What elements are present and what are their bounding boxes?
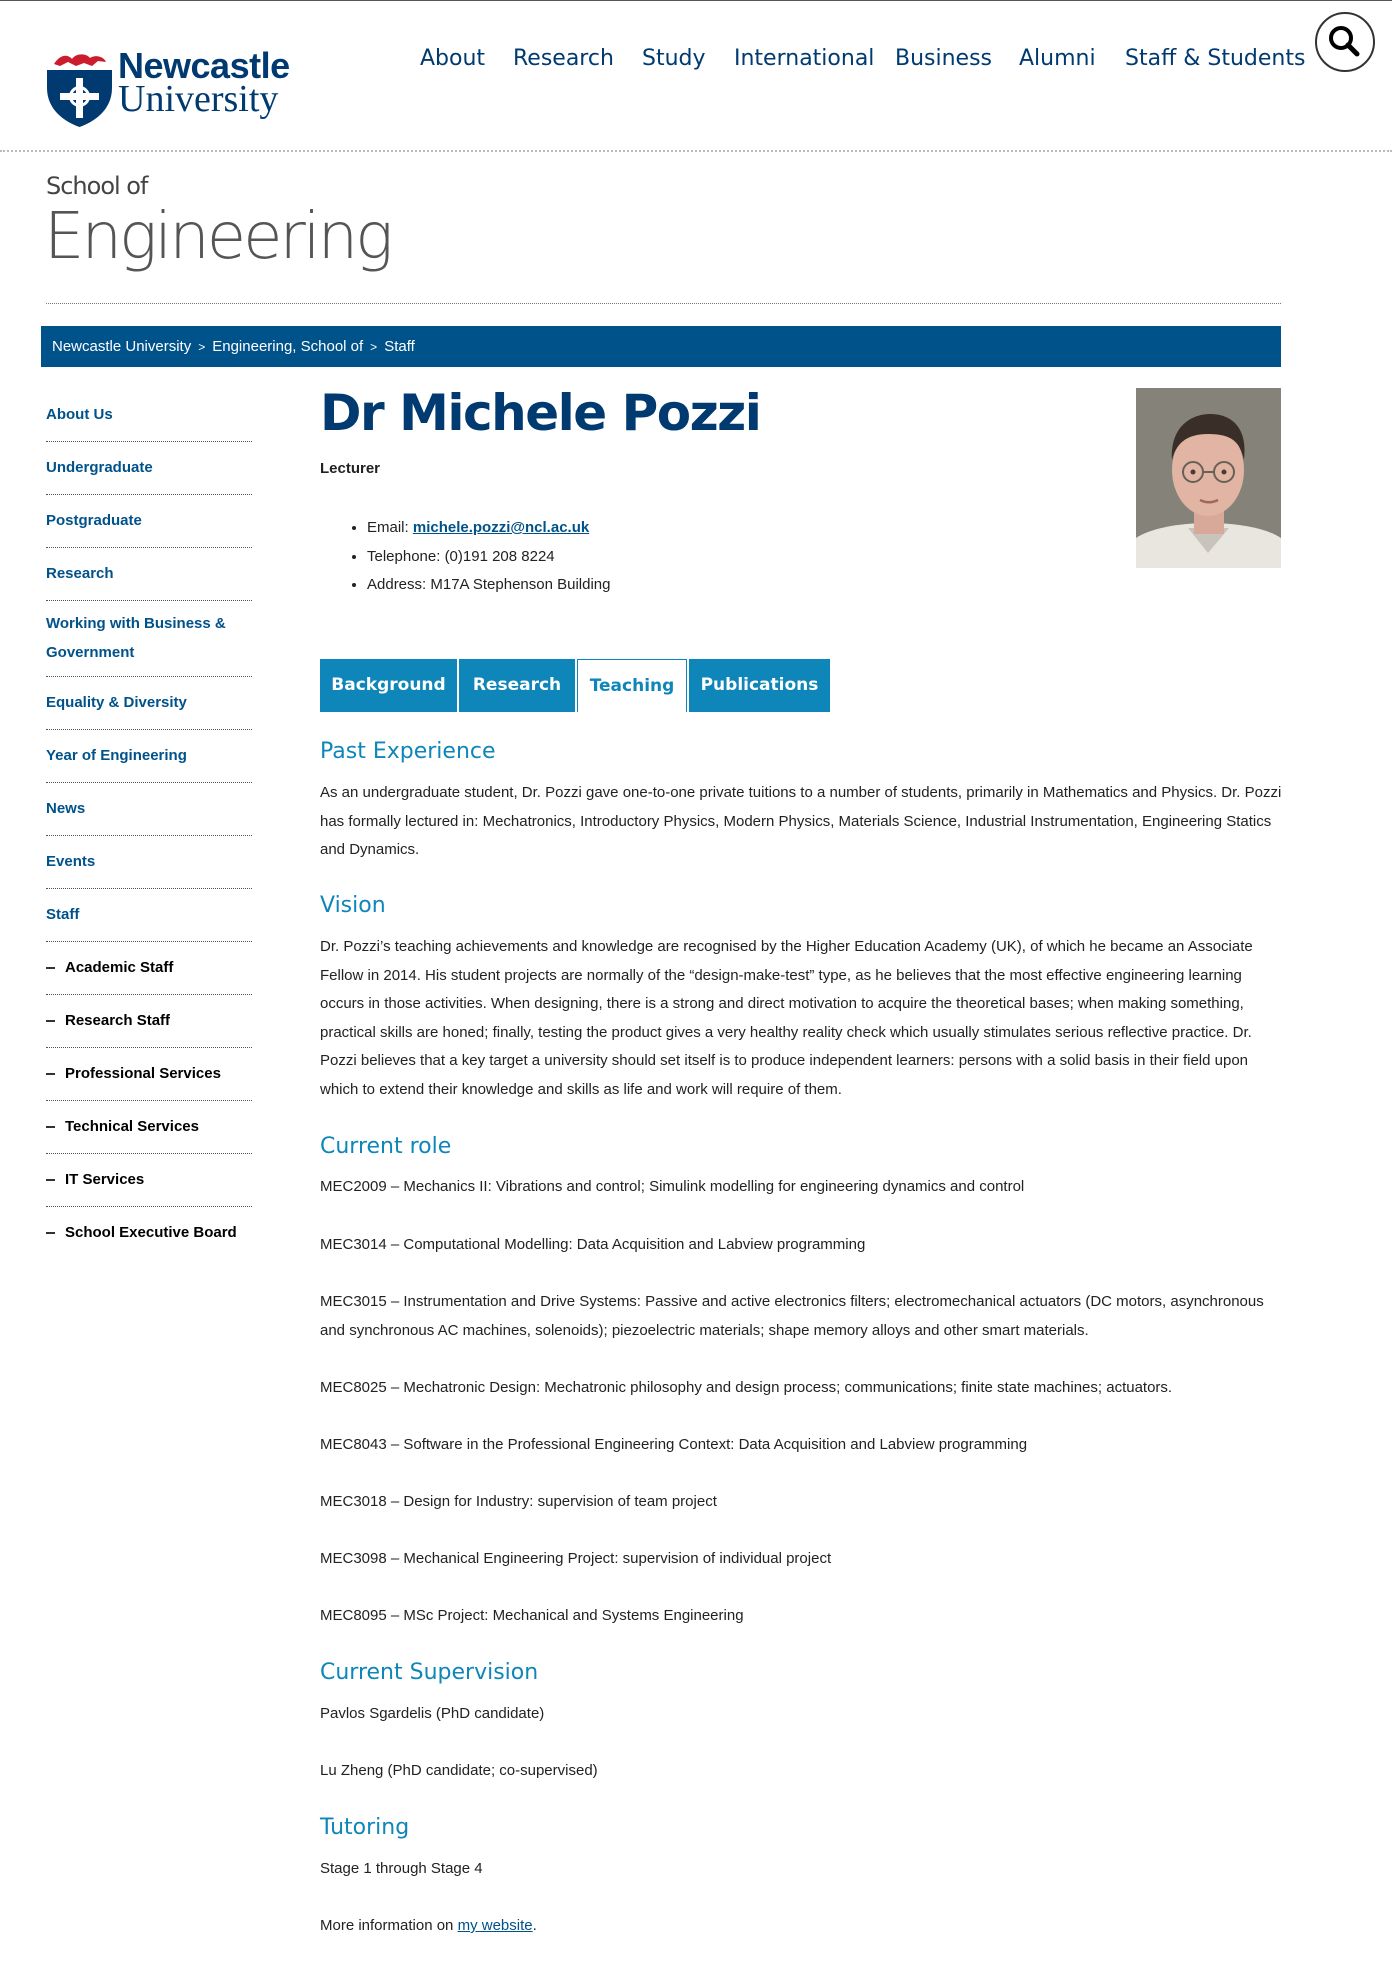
module-item: MEC8025 – Mechatronic Design: Mechatronic philosophy and design process; communications; finite state machines; actuators. bbox=[320, 1379, 1173, 1396]
university-crest-icon bbox=[46, 48, 113, 128]
breadcrumb-home[interactable]: Newcastle University bbox=[52, 338, 192, 355]
sidebar-item-business-government[interactable]: Working with Business & Government bbox=[46, 601, 252, 677]
sidebar-subitem-label: Research Staff bbox=[65, 1012, 171, 1029]
sidebar-item-undergraduate[interactable]: Undergraduate bbox=[46, 442, 252, 495]
sidebar-item-events[interactable]: Events bbox=[46, 836, 252, 889]
module-item: MEC3014 – Computational Modelling: Data Acquisition and Labview programming bbox=[320, 1236, 866, 1253]
sidebar-subitem-label: Academic Staff bbox=[65, 959, 174, 976]
more-info-text bbox=[320, 1912, 1285, 1941]
dash-icon bbox=[46, 1232, 55, 1234]
supervision-item: Lu Zheng (PhD candidate; co-supervised) bbox=[320, 1762, 598, 1779]
email-label: Email: bbox=[367, 519, 409, 536]
nav-business[interactable]: Business bbox=[895, 46, 993, 71]
nav-research[interactable]: Research bbox=[513, 46, 614, 71]
dash-icon bbox=[46, 1073, 55, 1075]
search-icon bbox=[1317, 14, 1373, 70]
website-link[interactable]: my website bbox=[457, 1917, 533, 1934]
breadcrumb-school[interactable]: Engineering, School of bbox=[212, 338, 364, 355]
tab-background[interactable]: Background bbox=[320, 659, 457, 712]
brand-line-1: Newcastle bbox=[118, 45, 290, 86]
sidebar-subitem-it-services[interactable] bbox=[46, 1154, 252, 1207]
school-title[interactable]: Engineering bbox=[44, 200, 391, 274]
staff-role: Lecturer bbox=[320, 460, 381, 477]
sidebar-subitem-label: School Executive Board bbox=[65, 1224, 237, 1241]
past-experience-heading: Past Experience bbox=[320, 739, 496, 764]
nav-study[interactable]: Study bbox=[642, 46, 706, 71]
brand-line-2: University bbox=[118, 78, 279, 120]
nav-international[interactable]: International bbox=[734, 46, 875, 71]
search-button[interactable] bbox=[1315, 12, 1375, 72]
tab-publications[interactable]: Publications bbox=[689, 659, 830, 712]
university-logo[interactable] bbox=[46, 45, 291, 128]
contact-list bbox=[345, 514, 611, 600]
sidebar-subitem-executive-board[interactable] bbox=[46, 1207, 252, 1259]
more-info-suffix: . bbox=[532, 1917, 537, 1934]
tab-teaching[interactable]: Teaching bbox=[577, 659, 687, 712]
sidebar-item-about-us[interactable]: About Us bbox=[46, 389, 252, 442]
sidebar-subitem-technical-services[interactable] bbox=[46, 1101, 252, 1154]
sidebar-subitem-academic-staff[interactable] bbox=[46, 942, 252, 995]
sidebar-item-postgraduate[interactable]: Postgraduate bbox=[46, 495, 252, 548]
tutoring-text: Stage 1 through Stage 4 bbox=[320, 1860, 483, 1877]
module-item: MEC3098 – Mechanical Engineering Project: supervision of individual project bbox=[320, 1550, 832, 1567]
header-divider bbox=[0, 150, 1392, 152]
profile-photo bbox=[1136, 388, 1281, 568]
contact-email bbox=[367, 514, 611, 543]
vision-text: Dr. Pozzi’s teaching achievements and knowledge are recognised by the Higher Education Academy (UK), of which he became an Associate Fellow in 2014. His student projects are normally of the “design-make-test” type, as he believes that the most effective engineering learning occurs in those activities. When designing, there is a strong and direct motivation to acquire the theoretical bases; when making something, practical skills are honed; finally, testing the product gives a very healthy reality check which usually stimulates serious reflective practice. Dr. Pozzi believes that a key target a university should set itself is to produce independent learners: persons with a solid basis in their field upon which to extend their knowledge and skills as life and work will require of them. bbox=[320, 938, 1253, 1098]
title-divider bbox=[46, 303, 1281, 304]
contact-address: • Address: M17A Stephenson Building bbox=[367, 571, 611, 600]
sidebar-subitem-label: IT Services bbox=[65, 1171, 145, 1188]
sidebar-subitem-label: Technical Services bbox=[65, 1118, 199, 1135]
module-item: MEC8043 – Software in the Professional Engineering Context: Data Acquisition and Labview programming bbox=[320, 1436, 1028, 1453]
sidebar-subitem-label: Professional Services bbox=[65, 1065, 221, 1082]
module-item: MEC3015 – Instrumentation and Drive Systems: Passive and active electronics filters; electromechanical actuators (DC motors, asynchronous and synchronous AC machines, solenoids); piezoelectric materials; shape memory alloys and other smart materials. bbox=[320, 1293, 1264, 1339]
nav-staff-students[interactable]: Staff & Students bbox=[1125, 46, 1306, 71]
dash-icon bbox=[46, 1020, 55, 1022]
breadcrumb-staff[interactable]: Staff bbox=[384, 338, 415, 355]
supervision-item: Pavlos Sgardelis (PhD candidate) bbox=[320, 1705, 545, 1722]
tab-research[interactable]: Research bbox=[459, 659, 575, 712]
dash-icon bbox=[46, 1126, 55, 1128]
past-experience-text: As an undergraduate student, Dr. Pozzi gave one-to-one private tuitions to a number of students, primarily in Mathematics and Physics. Dr. Pozzi has formally lectured in: Mechatronics, Introductory Physics, Modern Physics, Materials Science, Industrial Instrumentation, Engineering Statics and Dynamics. bbox=[320, 784, 1282, 859]
sidebar-item-equality-diversity[interactable]: Equality & Diversity bbox=[46, 677, 252, 730]
email-link[interactable]: michele.pozzi@ncl.ac.uk bbox=[412, 519, 590, 536]
nav-alumni[interactable]: Alumni bbox=[1019, 46, 1096, 71]
sidebar-nav bbox=[46, 389, 252, 1259]
page-title: Dr Michele Pozzi bbox=[320, 384, 761, 442]
sidebar-item-year-of-engineering[interactable]: Year of Engineering bbox=[46, 730, 252, 783]
current-supervision-heading: Current Supervision bbox=[320, 1660, 539, 1685]
dash-icon bbox=[46, 1179, 55, 1181]
portrait-image bbox=[1136, 388, 1281, 568]
chevron-right-icon: > bbox=[198, 340, 206, 354]
more-info-prefix: More information on bbox=[320, 1917, 458, 1934]
sidebar-subitem-research-staff[interactable] bbox=[46, 995, 252, 1048]
module-item: MEC8095 – MSc Project: Mechanical and Systems Engineering bbox=[320, 1607, 744, 1624]
sidebar-item-staff[interactable]: Staff bbox=[46, 889, 252, 942]
sidebar-subitem-professional-services[interactable] bbox=[46, 1048, 252, 1101]
dash-icon bbox=[46, 967, 55, 969]
breadcrumb bbox=[41, 326, 1281, 367]
tutoring-heading: Tutoring bbox=[320, 1815, 410, 1840]
sidebar-item-research[interactable]: Research bbox=[46, 548, 252, 601]
contact-telephone: • Telephone: (0)191 208 8224 bbox=[367, 543, 611, 572]
vision-heading: Vision bbox=[320, 893, 386, 918]
module-item: MEC3018 – Design for Industry: supervision of team project bbox=[320, 1493, 717, 1510]
school-prefix: School of bbox=[46, 172, 148, 200]
module-item: MEC2009 – Mechanics II: Vibrations and control; Simulink modelling for engineering dynamics and control bbox=[320, 1178, 1025, 1195]
sidebar-item-news[interactable]: News bbox=[46, 783, 252, 836]
chevron-right-icon: > bbox=[370, 340, 378, 354]
current-role-heading: Current role bbox=[320, 1134, 452, 1159]
nav-about[interactable]: About bbox=[420, 46, 486, 71]
